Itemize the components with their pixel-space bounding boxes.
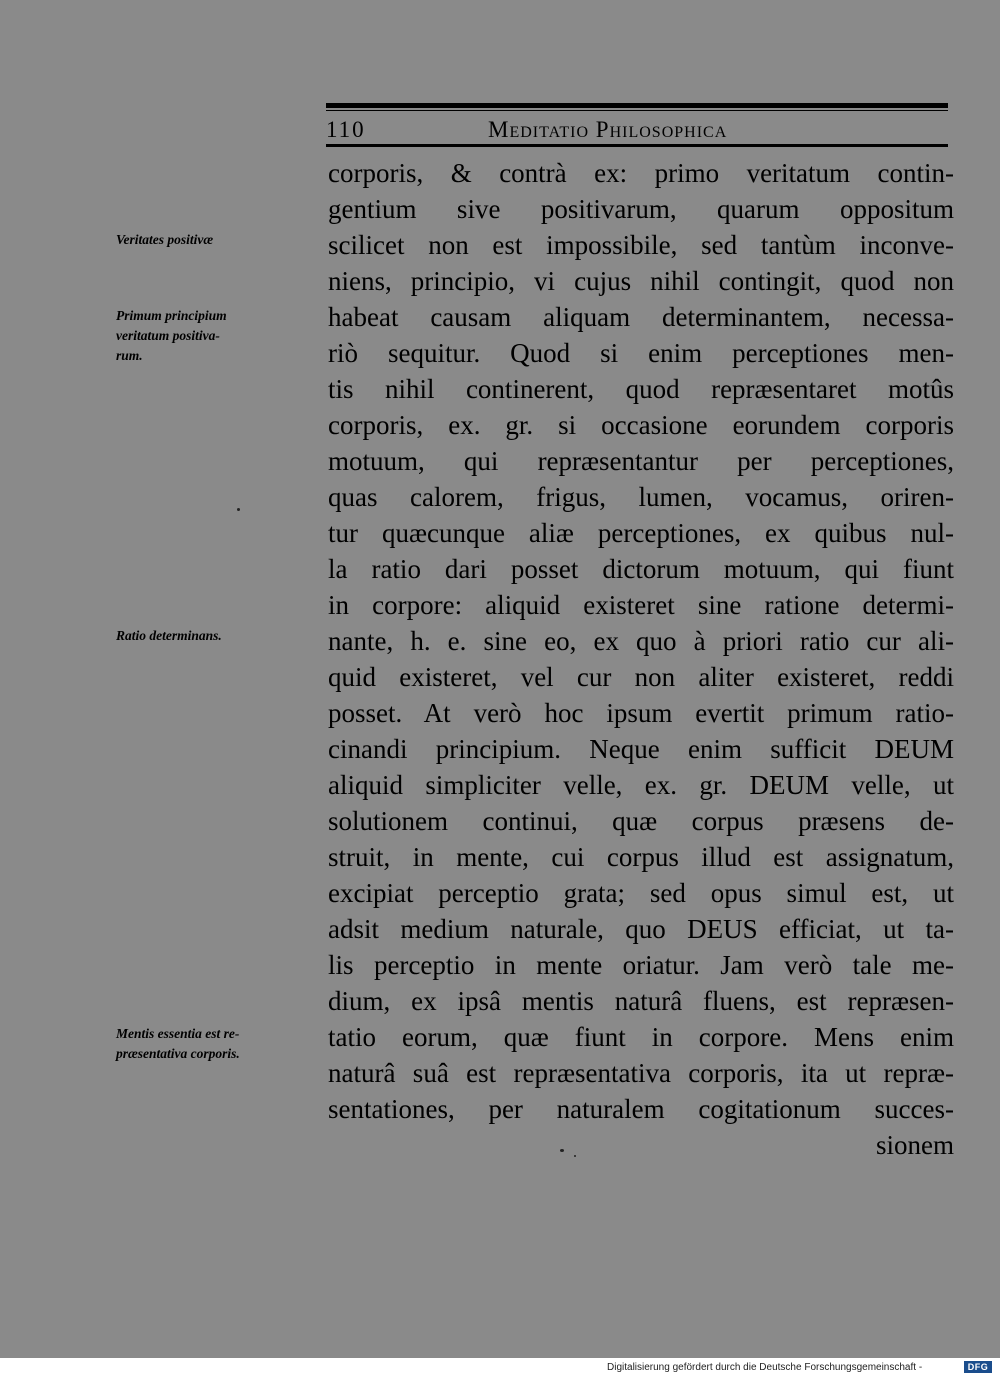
text-line: posset. At verò hoc ipsum evertit primum ratio-: [328, 698, 954, 728]
text-line: habeat causam aliquam determinantem, necessa-: [328, 302, 954, 332]
text-line: naturâ suâ est repræsentativa corporis, ita ut repræ-: [328, 1058, 954, 1088]
text-line: quas calorem, frigus, lumen, vocamus, oriren-: [328, 482, 954, 512]
scan-speck: [574, 1155, 576, 1157]
marginal-note-line: Ratio determinans.: [116, 628, 222, 643]
funding-note: Digitalisierung gefördert durch die Deutsche Forschungsgemeinschaft -: [607, 1362, 923, 1373]
text-line: corporis, & contrà ex: primo veritatum contin-: [328, 158, 954, 188]
header-rule-top-thin: [326, 110, 948, 111]
marginal-note: [116, 230, 213, 250]
text-line: in corpore: aliquid existeret sine ratione determi-: [328, 590, 954, 620]
marginal-note: [116, 306, 227, 366]
catchword: sionem: [876, 1130, 954, 1160]
scan-speck: [560, 1149, 564, 1152]
text-line: struit, in mente, cui corpus illud est assignatum,: [328, 842, 954, 872]
text-line: tatio eorum, quæ fiunt in corpore. Mens enim: [328, 1022, 954, 1052]
text-line: niens, principio, vi cujus nihil contingit, quod non: [328, 266, 954, 296]
marginal-note-line: Primum principium: [116, 308, 227, 323]
header-rule-top: [326, 103, 948, 108]
text-line: la ratio dari posset dictorum motuum, qui fiunt: [328, 554, 954, 584]
header-rule-bottom: [326, 144, 948, 147]
marginal-note-line: veritatum positiva-: [116, 328, 220, 343]
text-line: riò sequitur. Quod si enim perceptiones men-: [328, 338, 954, 368]
text-line: gentium sive positivarum, quarum oppositum: [328, 194, 954, 224]
text-line: excipiat perceptio grata; sed opus simul est, ut: [328, 878, 954, 908]
scan-speck: [237, 508, 240, 511]
text-line: nante, h. e. sine eo, ex quo à priori ratio cur ali-: [328, 626, 954, 656]
text-line: aliquid simpliciter velle, ex. gr. DEUM velle, ut: [328, 770, 954, 800]
text-line: sentationes, per naturalem cogitationum succes-: [328, 1094, 954, 1124]
text-line: tur quæcunque aliæ perceptiones, ex quibus nul-: [328, 518, 954, 548]
page-number: 110: [326, 117, 366, 142]
marginal-note: [116, 626, 222, 646]
marginal-note-line: rum.: [116, 348, 143, 363]
text-line: scilicet non est impossibile, sed tantùm inconve-: [328, 230, 954, 260]
running-title: Meditatio Philosophica: [488, 117, 728, 142]
text-line: cinandi principium. Neque enim sufficit DEUM: [328, 734, 954, 764]
text-line: solutionem continui, quæ corpus præsens de-: [328, 806, 954, 836]
marginal-note-line: Veritates positivæ: [116, 232, 214, 247]
marginal-note-line: Mentis essentia est re-: [116, 1026, 240, 1041]
text-line: lis perceptio in mente oriatur. Jam verò tale me-: [328, 950, 954, 980]
marginal-note: [116, 1024, 240, 1064]
text-line: quid existeret, vel cur non aliter existeret, reddi: [328, 662, 954, 692]
text-line: tis nihil continerent, quod repræsentaret motûs: [328, 374, 954, 404]
text-line: motuum, qui repræsentantur per perceptiones,: [328, 446, 954, 476]
text-line: dium, ex ipsâ mentis naturâ fluens, est repræsen-: [328, 986, 954, 1016]
dfg-logo: DFG: [964, 1361, 992, 1373]
marginal-note-line: præsentativa corporis.: [116, 1046, 240, 1061]
body-text: [328, 155, 954, 1163]
text-line: adsit medium naturale, quo DEUS efficiat, ut ta-: [328, 914, 954, 944]
text-line: corporis, ex. gr. si occasione eorundem corporis: [328, 410, 954, 440]
